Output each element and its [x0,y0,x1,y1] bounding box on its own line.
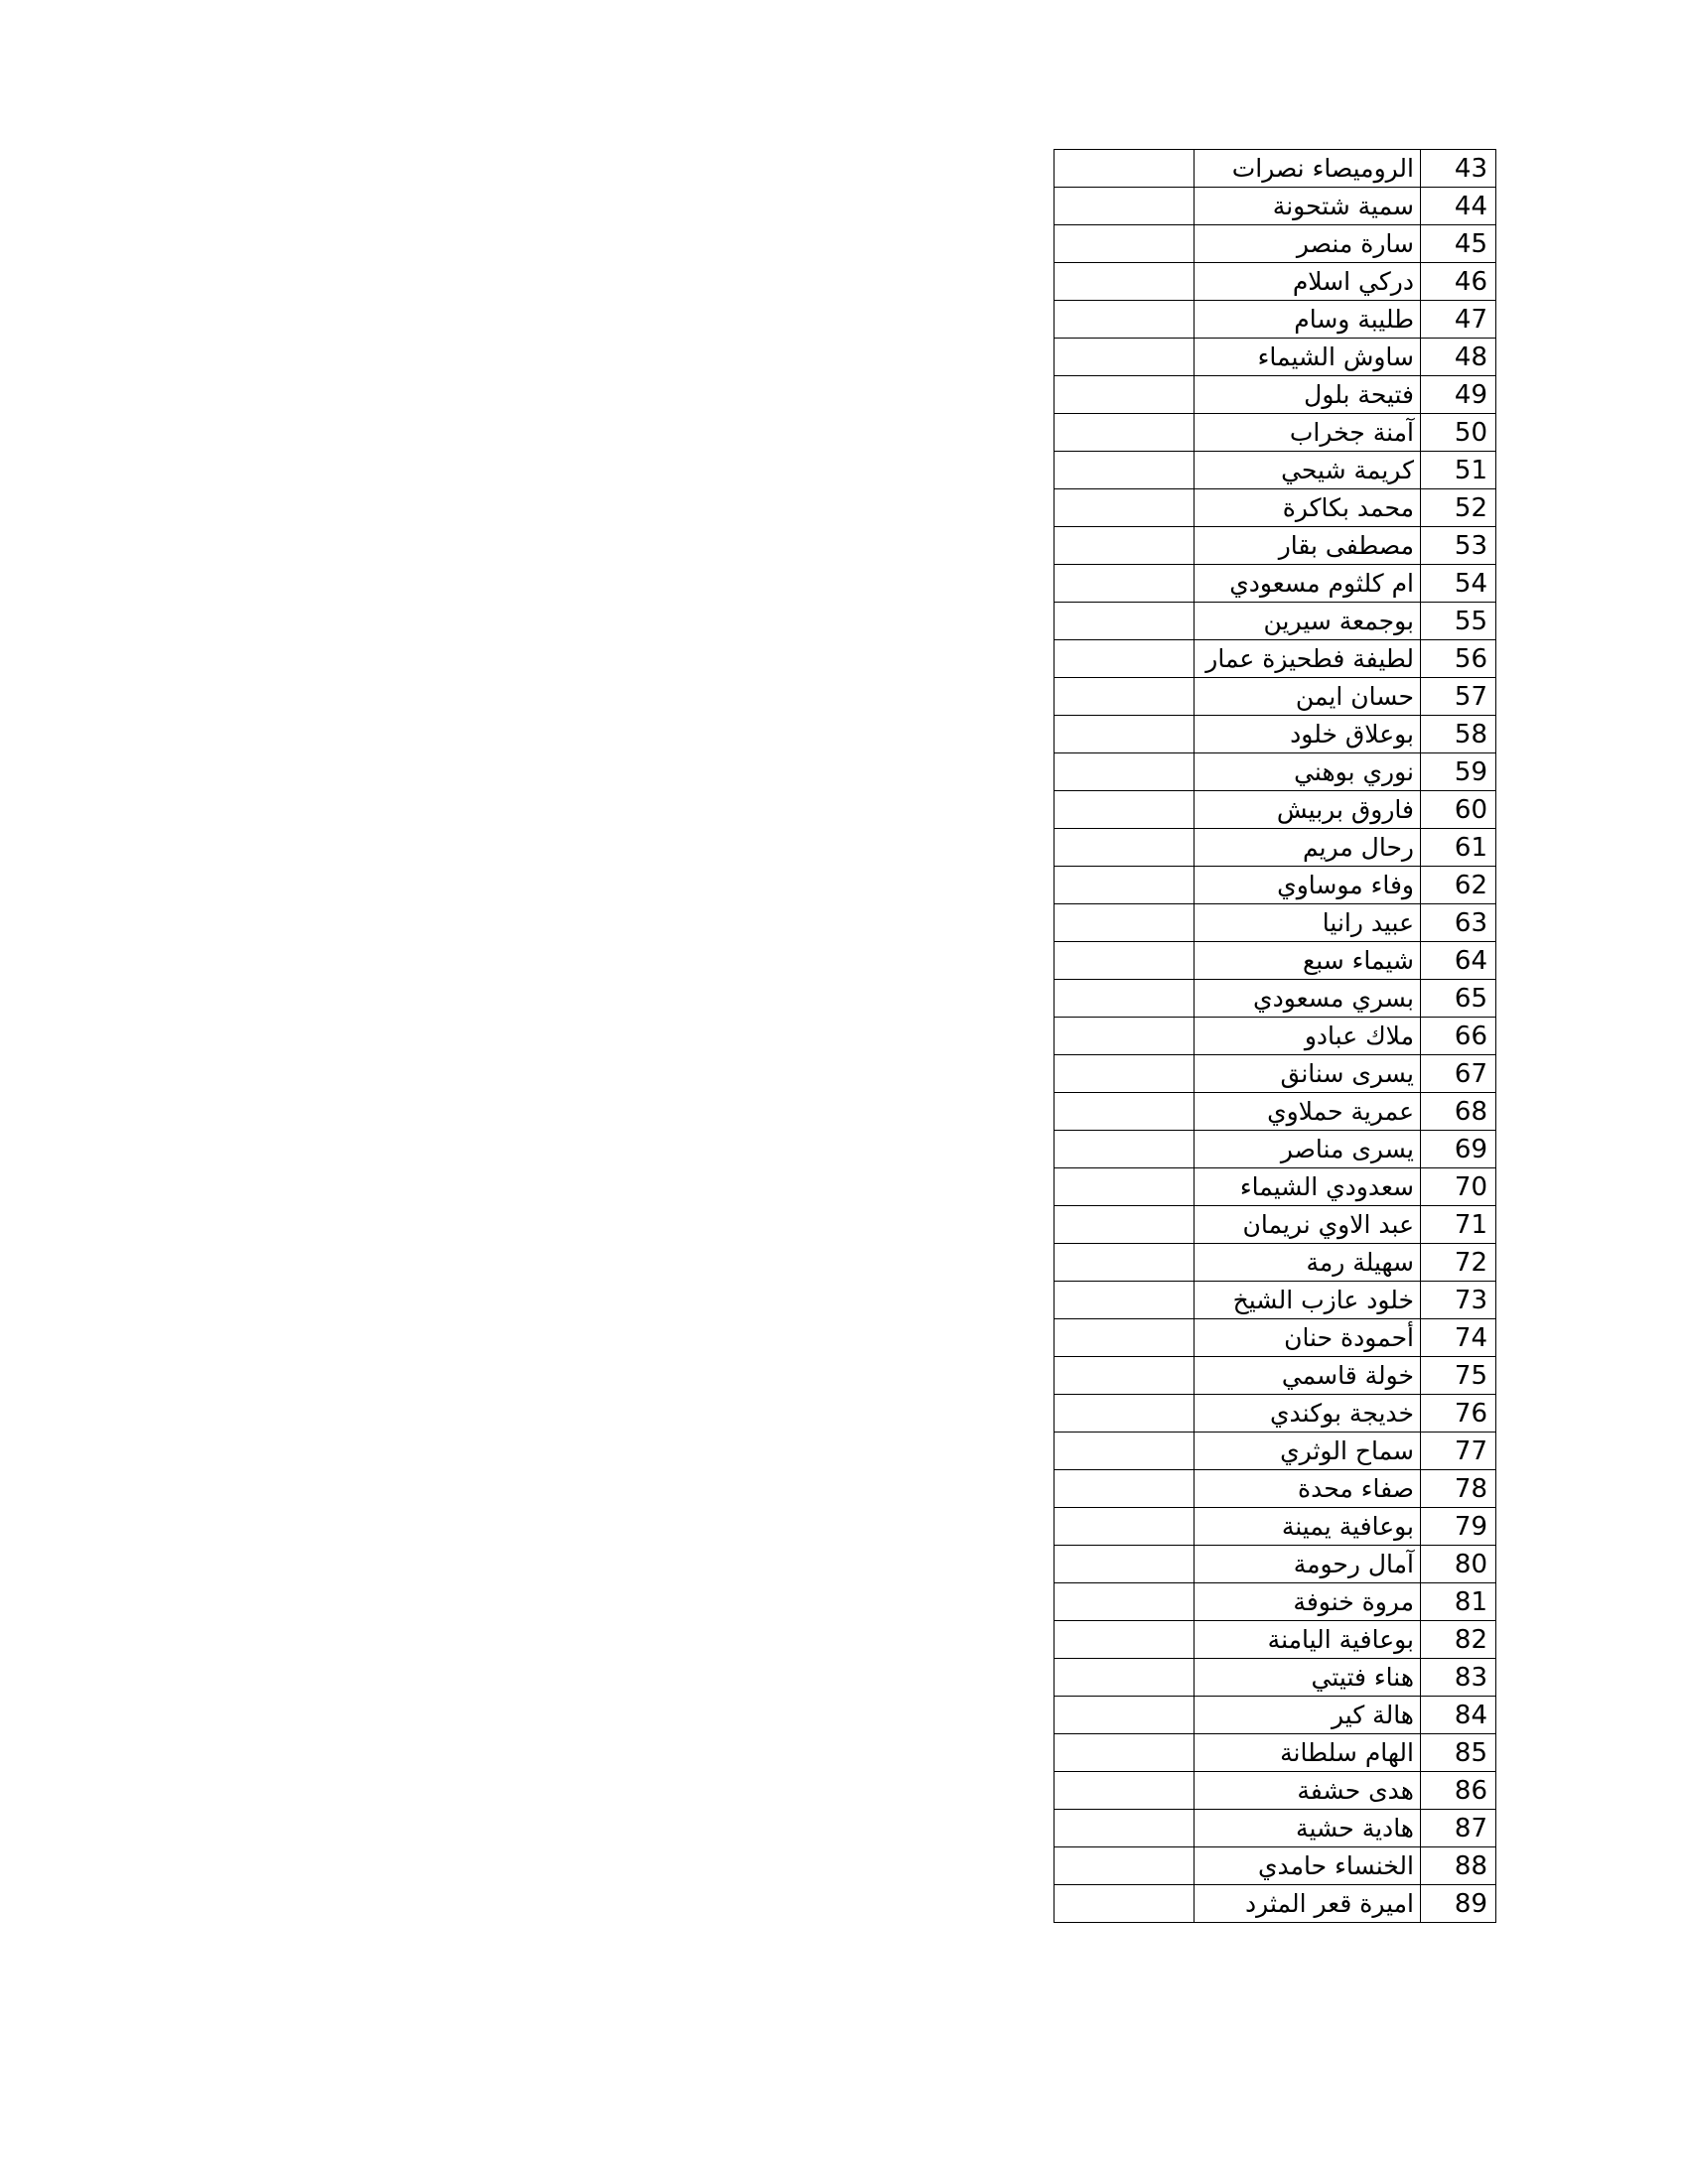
row-number-cell: 75 [1421,1357,1496,1395]
table-row [1055,1018,1496,1055]
row-number-cell: 58 [1421,716,1496,753]
table-row [1055,1470,1496,1508]
row-number-cell: 47 [1421,301,1496,339]
table-row [1055,904,1496,942]
blank-cell [1055,980,1195,1018]
row-number-cell: 76 [1421,1395,1496,1433]
table-row [1055,1697,1496,1734]
row-number-cell: 45 [1421,225,1496,263]
blank-cell [1055,1470,1195,1508]
table-row [1055,339,1496,376]
blank-cell [1055,414,1195,452]
table-row [1055,1131,1496,1168]
blank-cell [1055,188,1195,225]
row-number-cell: 85 [1421,1734,1496,1772]
blank-cell [1055,1244,1195,1282]
student-name-cell: عبيد رانيا [1195,904,1421,942]
student-name-cell: فاروق بربيش [1195,791,1421,829]
row-number-cell: 83 [1421,1659,1496,1697]
blank-cell [1055,1168,1195,1206]
student-name-cell: هالة كير [1195,1697,1421,1734]
student-name-cell: خديجة بوكندي [1195,1395,1421,1433]
student-name-cell: سارة منصر [1195,225,1421,263]
blank-cell [1055,452,1195,489]
table-row [1055,1395,1496,1433]
table-row [1055,1659,1496,1697]
student-name-cell: هناء فتيتي [1195,1659,1421,1697]
table-row [1055,942,1496,980]
row-number-cell: 54 [1421,565,1496,603]
blank-cell [1055,640,1195,678]
blank-cell [1055,1621,1195,1659]
row-number-cell: 89 [1421,1885,1496,1923]
blank-cell [1055,1546,1195,1583]
table-row [1055,980,1496,1018]
row-number-cell: 86 [1421,1772,1496,1810]
student-name-cell: سماح الوثري [1195,1433,1421,1470]
student-name-cell: محمد بكاكرة [1195,489,1421,527]
student-name-cell: عمرية حملاوي [1195,1093,1421,1131]
row-number-cell: 63 [1421,904,1496,942]
blank-cell [1055,1697,1195,1734]
blank-cell [1055,1583,1195,1621]
row-number-cell: 68 [1421,1093,1496,1131]
blank-cell [1055,1885,1195,1923]
table-row [1055,1055,1496,1093]
blank-cell [1055,225,1195,263]
table-row [1055,1093,1496,1131]
table-row [1055,603,1496,640]
row-number-cell: 62 [1421,867,1496,904]
blank-cell [1055,1772,1195,1810]
row-number-cell: 48 [1421,339,1496,376]
table-row [1055,1433,1496,1470]
blank-cell [1055,942,1195,980]
table-row [1055,527,1496,565]
table-row [1055,1546,1496,1583]
student-name-cell: سعدودي الشيماء [1195,1168,1421,1206]
blank-cell [1055,489,1195,527]
table-row [1055,1810,1496,1847]
row-number-cell: 74 [1421,1319,1496,1357]
blank-cell [1055,565,1195,603]
row-number-cell: 55 [1421,603,1496,640]
blank-cell [1055,527,1195,565]
row-number-cell: 59 [1421,753,1496,791]
blank-cell [1055,603,1195,640]
row-number-cell: 53 [1421,527,1496,565]
table-row [1055,791,1496,829]
blank-cell [1055,1206,1195,1244]
student-roster-table [1054,149,1496,1923]
row-number-cell: 44 [1421,188,1496,225]
table-row [1055,1206,1496,1244]
row-number-cell: 78 [1421,1470,1496,1508]
table-row [1055,414,1496,452]
table-row [1055,188,1496,225]
student-name-cell: هادية حشية [1195,1810,1421,1847]
blank-cell [1055,1055,1195,1093]
row-number-cell: 57 [1421,678,1496,716]
student-name-cell: آمال رحومة [1195,1546,1421,1583]
row-number-cell: 65 [1421,980,1496,1018]
blank-cell [1055,1810,1195,1847]
table-row [1055,716,1496,753]
row-number-cell: 73 [1421,1282,1496,1319]
row-number-cell: 56 [1421,640,1496,678]
row-number-cell: 88 [1421,1847,1496,1885]
blank-cell [1055,263,1195,301]
table-row [1055,1772,1496,1810]
student-name-cell: يسرى مناصر [1195,1131,1421,1168]
row-number-cell: 67 [1421,1055,1496,1093]
blank-cell [1055,1357,1195,1395]
student-name-cell: هدى حشفة [1195,1772,1421,1810]
student-name-cell: خولة قاسمي [1195,1357,1421,1395]
row-number-cell: 72 [1421,1244,1496,1282]
table-row [1055,1621,1496,1659]
blank-cell [1055,1395,1195,1433]
blank-cell [1055,1847,1195,1885]
student-name-cell: الخنساء حامدي [1195,1847,1421,1885]
student-name-cell: الروميصاء نصرات [1195,150,1421,188]
table-row [1055,452,1496,489]
blank-cell [1055,1659,1195,1697]
blank-cell [1055,301,1195,339]
student-name-cell: لطيفة فطحيزة عمار [1195,640,1421,678]
student-name-cell: بوجمعة سيرين [1195,603,1421,640]
table-row [1055,1282,1496,1319]
student-name-cell: مصطفى بقار [1195,527,1421,565]
table-row [1055,1847,1496,1885]
blank-cell [1055,1093,1195,1131]
blank-cell [1055,791,1195,829]
blank-cell [1055,829,1195,867]
blank-cell [1055,1131,1195,1168]
row-number-cell: 60 [1421,791,1496,829]
row-number-cell: 77 [1421,1433,1496,1470]
student-name-cell: ملاك عبادو [1195,1018,1421,1055]
student-name-cell: بسري مسعودي [1195,980,1421,1018]
row-number-cell: 79 [1421,1508,1496,1546]
row-number-cell: 71 [1421,1206,1496,1244]
row-number-cell: 82 [1421,1621,1496,1659]
table-row [1055,753,1496,791]
table-row [1055,1734,1496,1772]
blank-cell [1055,753,1195,791]
student-name-cell: وفاء موساوي [1195,867,1421,904]
blank-cell [1055,716,1195,753]
student-name-cell: طليبة وسام [1195,301,1421,339]
student-name-cell: حسان ايمن [1195,678,1421,716]
blank-cell [1055,1734,1195,1772]
table-row [1055,150,1496,188]
student-name-cell: يسرى سنانق [1195,1055,1421,1093]
student-name-cell: اميرة قعر المثرد [1195,1885,1421,1923]
student-name-cell: كريمة شيحي [1195,452,1421,489]
table-row [1055,225,1496,263]
row-number-cell: 46 [1421,263,1496,301]
student-name-cell: نوري بوهني [1195,753,1421,791]
table-row [1055,1583,1496,1621]
table-row [1055,678,1496,716]
table-row [1055,1168,1496,1206]
student-name-cell: صفاء محدة [1195,1470,1421,1508]
student-name-cell: بوعافية اليامنة [1195,1621,1421,1659]
row-number-cell: 49 [1421,376,1496,414]
student-name-cell: أحمودة حنان [1195,1319,1421,1357]
row-number-cell: 66 [1421,1018,1496,1055]
table-row [1055,867,1496,904]
row-number-cell: 81 [1421,1583,1496,1621]
blank-cell [1055,376,1195,414]
student-name-cell: الهام سلطانة [1195,1734,1421,1772]
row-number-cell: 69 [1421,1131,1496,1168]
row-number-cell: 43 [1421,150,1496,188]
table-row [1055,1357,1496,1395]
blank-cell [1055,1319,1195,1357]
student-name-cell: مروة خنوفة [1195,1583,1421,1621]
blank-cell [1055,1018,1195,1055]
blank-cell [1055,339,1195,376]
table-row [1055,376,1496,414]
table-row [1055,263,1496,301]
student-name-cell: آمنة جخراب [1195,414,1421,452]
table-row [1055,640,1496,678]
table-row [1055,1885,1496,1923]
student-name-cell: ام كلثوم مسعودي [1195,565,1421,603]
student-name-cell: سهيلة رمة [1195,1244,1421,1282]
blank-cell [1055,904,1195,942]
row-number-cell: 87 [1421,1810,1496,1847]
blank-cell [1055,1508,1195,1546]
blank-cell [1055,150,1195,188]
table-row [1055,489,1496,527]
row-number-cell: 50 [1421,414,1496,452]
table-row [1055,1244,1496,1282]
student-name-cell: خلود عازب الشيخ [1195,1282,1421,1319]
row-number-cell: 80 [1421,1546,1496,1583]
student-name-cell: ساوش الشيماء [1195,339,1421,376]
roster-table-body [1055,150,1496,1923]
student-name-cell: عبد الاوي نريمان [1195,1206,1421,1244]
table-row [1055,829,1496,867]
blank-cell [1055,1282,1195,1319]
student-name-cell: بوعلاق خلود [1195,716,1421,753]
row-number-cell: 64 [1421,942,1496,980]
row-number-cell: 51 [1421,452,1496,489]
student-name-cell: سمية شتحونة [1195,188,1421,225]
row-number-cell: 61 [1421,829,1496,867]
blank-cell [1055,678,1195,716]
table-row [1055,301,1496,339]
row-number-cell: 52 [1421,489,1496,527]
table-row [1055,1508,1496,1546]
blank-cell [1055,1433,1195,1470]
student-name-cell: رحال مريم [1195,829,1421,867]
table-row [1055,565,1496,603]
student-name-cell: بوعافية يمينة [1195,1508,1421,1546]
row-number-cell: 70 [1421,1168,1496,1206]
blank-cell [1055,867,1195,904]
student-name-cell: فتيحة بلول [1195,376,1421,414]
student-name-cell: دركي اسلام [1195,263,1421,301]
row-number-cell: 84 [1421,1697,1496,1734]
table-row [1055,1319,1496,1357]
student-name-cell: شيماء سبع [1195,942,1421,980]
